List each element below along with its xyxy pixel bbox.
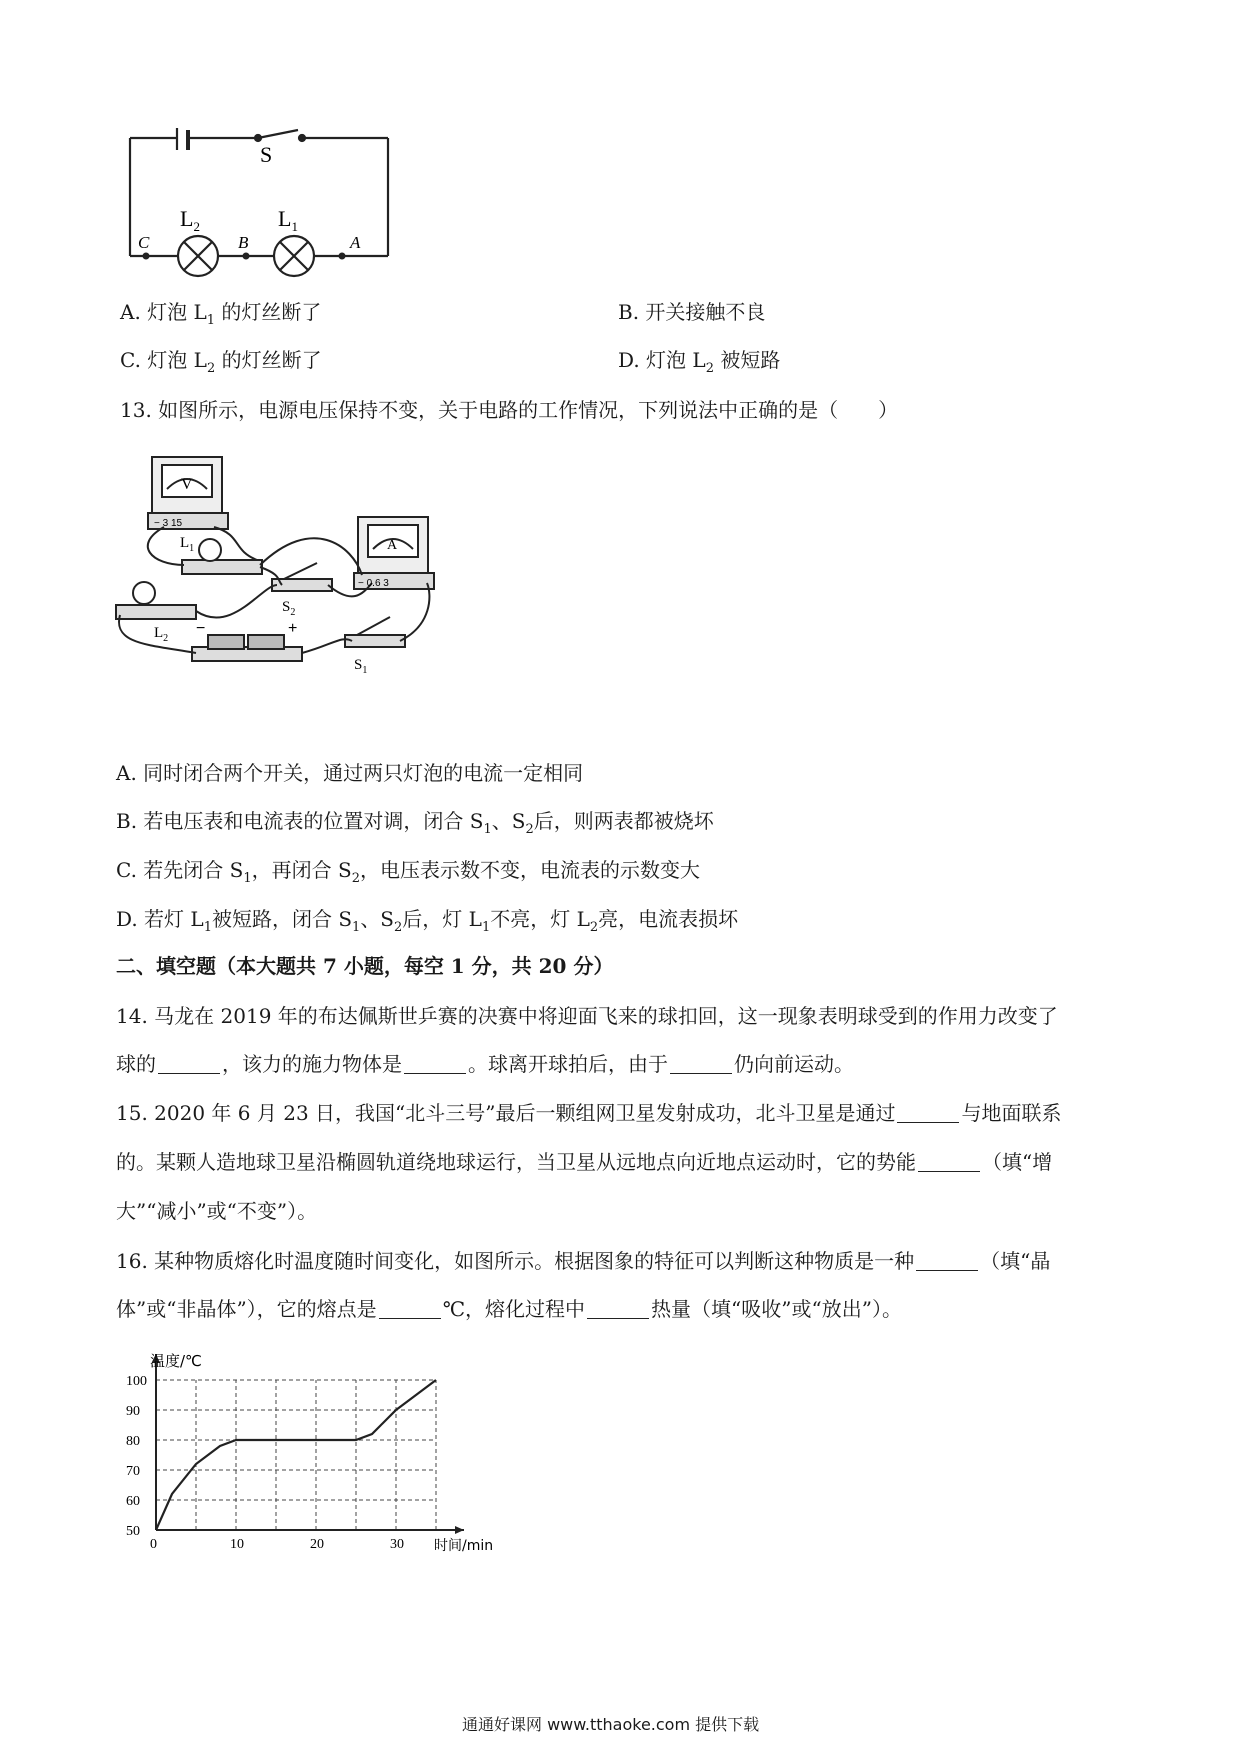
point-a-label: A [350, 233, 361, 252]
x-tick-label: 0 [150, 1537, 157, 1552]
voltmeter-label: V [181, 476, 193, 493]
q13-option-c: C. 若先闭合 $S_1$，再闭合 $S_2$，电压表示数不变，电流表的示数变大 [116, 858, 700, 886]
battery-minus: − [196, 620, 206, 637]
chart-grid [156, 1380, 436, 1530]
l1-label: $L_1$ [180, 535, 195, 554]
x-tick-label: 30 [390, 1537, 404, 1552]
series-circuit-diagram [120, 128, 400, 268]
answer-blank[interactable] [918, 1151, 980, 1172]
s1-label: $S_1$ [354, 657, 368, 676]
q16-line2: 体”或“非晶体”），它的熔点是 ℃，熔化过程中 热量（填“吸收”或“放出”）。 [116, 1297, 902, 1321]
q15-line1: 15. 2020 年 6 月 23 日，我国“北斗三号”最后一颗组网卫星发射成功，北斗卫星是通过 与地面联系 [116, 1101, 1062, 1125]
chart-ticks [126, 1374, 404, 1552]
y-tick-label: 90 [126, 1404, 140, 1419]
answer-blank[interactable] [158, 1053, 220, 1074]
q12-option-d: D. 灯泡 $L_2$ 被短路 [618, 348, 781, 376]
q15-line3: 大”“减小”或“不变”）。 [116, 1199, 318, 1223]
answer-blank[interactable] [670, 1053, 732, 1074]
melting-curve-chart [116, 1350, 494, 1580]
point-c-label: C [138, 233, 150, 252]
switch-label: S [260, 142, 273, 167]
answer-blank[interactable] [916, 1250, 978, 1271]
x-axis-arrow-icon [455, 1526, 464, 1534]
x-axis-label: 时间/min [434, 1538, 494, 1554]
q12-option-b: B. 开关接触不良 [618, 300, 766, 324]
lamp-l1-label: $L_1$ [278, 206, 298, 234]
answer-blank[interactable] [587, 1298, 649, 1319]
page-footer: 通通好课网 www.tthaoke.com 提供下载 [462, 1715, 760, 1734]
l2-label: $L_2$ [154, 625, 169, 644]
voltmeter-terminals: − 3 15 [154, 518, 183, 529]
battery-plus: + [288, 620, 298, 637]
lamp-l2-label: $L_2$ [180, 206, 200, 234]
point-b-label: B [238, 233, 249, 252]
x-tick-label: 20 [310, 1537, 324, 1552]
ammeter-terminals: − 0.6 3 [358, 578, 389, 589]
q16-line1: 16. 某种物质熔化时温度随时间变化，如图所示。根据图象的特征可以判断这种物质是一种 （填“晶 [116, 1249, 1051, 1273]
q14-line1: 14. 马龙在 2019 年的布达佩斯世乒赛的决赛中将迎面飞来的球扣回，这一现象表明球受到的作用力改变了 [116, 1004, 1058, 1028]
q12-option-c: C. 灯泡 $L_2$ 的灯丝断了 [120, 348, 322, 376]
temperature-curve [156, 1380, 436, 1530]
answer-blank[interactable] [897, 1102, 959, 1123]
answer-blank[interactable] [379, 1298, 441, 1319]
x-tick-label: 10 [230, 1537, 244, 1552]
y-tick-label: 50 [126, 1524, 140, 1539]
q13-option-b: B. 若电压表和电流表的位置对调，闭合 $S_1$、$S_2$后，则两表都被烧坏 [116, 809, 714, 837]
y-axis-label: 温度/℃ [150, 1352, 202, 1370]
q13-option-a: A. 同时闭合两个开关，通过两只灯泡的电流一定相同 [116, 761, 584, 785]
ammeter-label: A [387, 538, 398, 553]
q14-line2: 球的 ，该力的施力物体是 。球离开球拍后，由于 仍向前运动。 [116, 1052, 854, 1076]
physical-circuit-figure [112, 455, 442, 680]
q13-option-d: D. 若灯 $L_1$被短路，闭合 $S_1$、$S_2$后，灯 $L_1$不亮，灯 $L_2$亮，电流表损坏 [116, 907, 739, 935]
y-tick-label: 70 [126, 1464, 140, 1479]
answer-blank[interactable] [404, 1053, 466, 1074]
s2-label: $S_2$ [282, 599, 296, 618]
q15-line2: 的。某颗人造地球卫星沿椭圆轨道绕地球运行，当卫星从远地点向近地点运动时，它的势能 （填“增 [116, 1150, 1053, 1174]
q12-option-a: A. 灯泡 $L_1$ 的灯丝断了 [120, 300, 322, 328]
q13-stem: 13. 如图所示，电源电压保持不变，关于电路的工作情况，下列说法中正确的是（ ） [120, 398, 899, 422]
y-tick-label: 60 [126, 1494, 140, 1509]
y-tick-label: 80 [126, 1434, 140, 1449]
chart-axes [152, 1354, 464, 1534]
section-title: 二、填空题（本大题共 7 小题，每空 1 分，共 20 分） [116, 954, 614, 978]
y-tick-label: 100 [126, 1374, 147, 1389]
